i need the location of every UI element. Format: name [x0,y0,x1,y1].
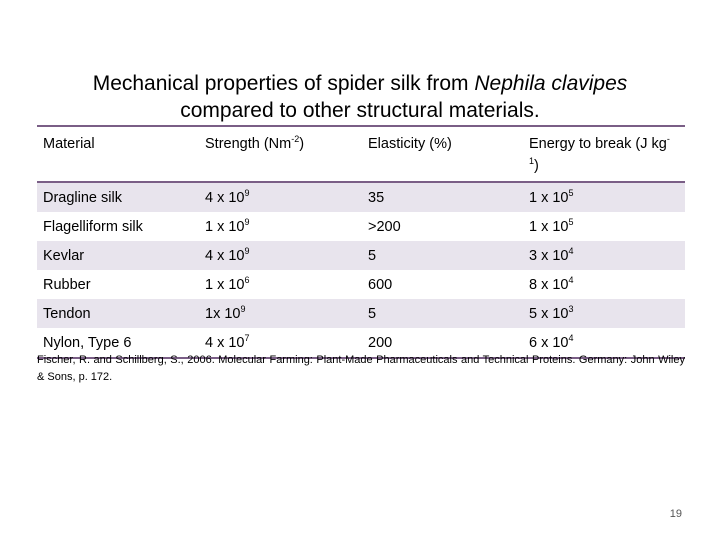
cell-material: Dragline silk [43,189,122,206]
cell-elasticity: >200 [368,218,401,235]
citation: Fischer, R. and Schillberg, S., 2006. Molecular Farming: Plant-Made Pharmaceuticals and Technical Proteins. Germany: John Wiley & Sons, p. 172. [37,354,685,383]
cell-strength: 1 x $10^9$ [205,216,250,235]
cell-elasticity: 5 [368,247,377,264]
page-number: 19 [669,508,682,520]
table-row [37,270,685,299]
cell-energy: 1 x $10^5$ [529,187,574,206]
header-elasticity: Elasticity (%) [368,136,452,152]
cell-strength: 4 x $10^9$ [205,187,250,206]
cell-energy: 6 x $10^4$ [529,332,574,351]
cell-elasticity: 5 [368,305,377,322]
cell-strength: 1x $10^9$ [205,303,246,322]
cell-elasticity: 200 [368,334,393,351]
cell-elasticity: 35 [368,189,385,206]
title-species: Nephila clavipes [474,72,628,95]
cell-strength: 4 x $10^9$ [205,245,250,264]
cell-material: Nylon, Type 6 [43,334,132,351]
table-row [37,182,685,212]
cell-elasticity: 600 [368,276,393,293]
cell-energy: 1 x $10^5$ [529,216,574,235]
cell-strength: 1 x $10^6$ [205,274,250,293]
title-line1-prefix: Mechanical properties of spider silk from [92,72,475,95]
cell-energy: 8 x $10^4$ [529,274,574,293]
cell-strength: 4 x $10^7$ [205,332,250,351]
header-energy: Energy to break (J $kg^{-1}$) [529,134,670,174]
table-header-row [37,126,685,182]
cell-material: Tendon [43,305,91,322]
cell-energy: 5 x $10^3$ [529,303,574,322]
cell-material: Kevlar [43,247,85,264]
table-row [37,241,685,270]
header-strength: Strength $(Nm^{-2})$ [205,134,305,152]
title-line2: compared to other structural materials. [180,99,540,122]
slide-title [40,70,680,124]
cell-material: Rubber [43,276,91,293]
table-row [37,299,685,328]
table-row [37,212,685,241]
cell-energy: 3 x $10^4$ [529,245,574,264]
header-material: Material [43,136,95,152]
properties-table [37,125,685,359]
cell-material: Flagelliform silk [43,218,143,235]
